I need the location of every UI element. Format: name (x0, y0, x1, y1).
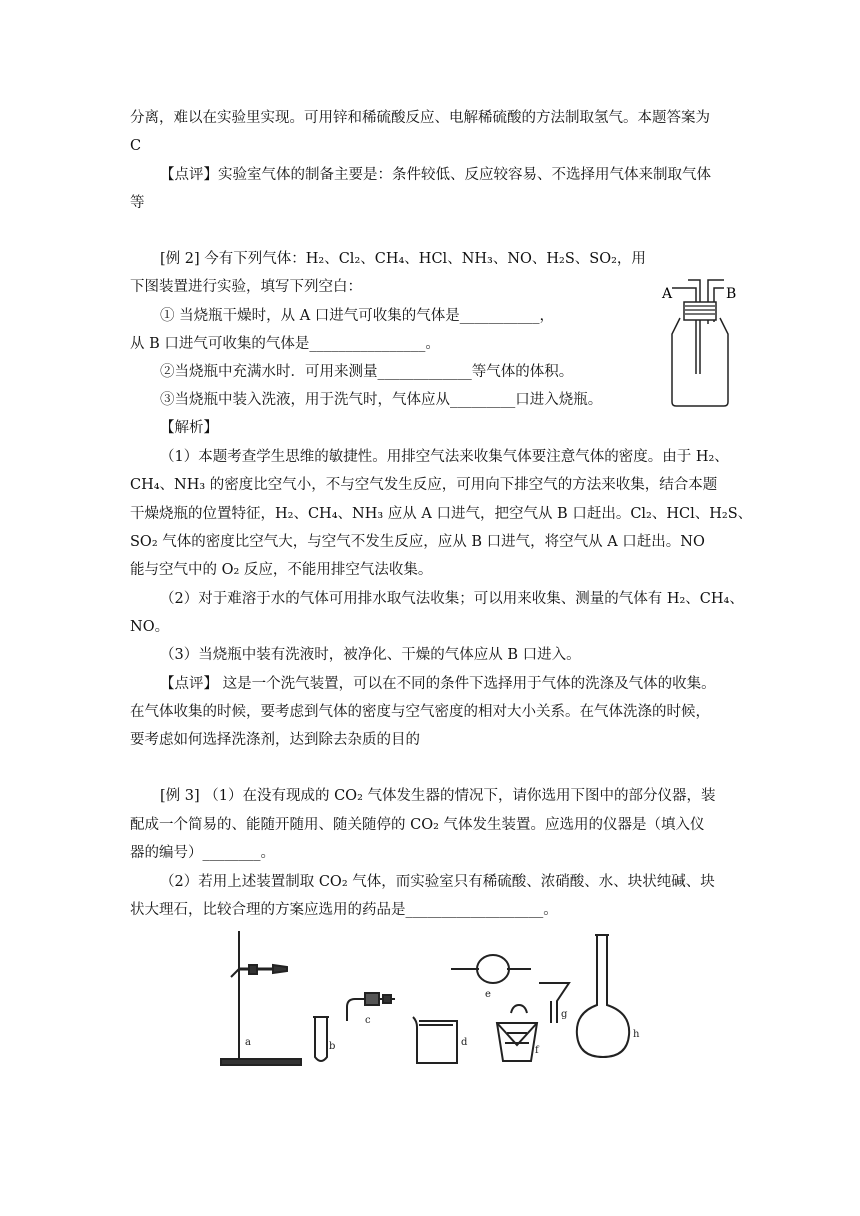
ex2-comment-line-3: 要考虑如何选择洗涤剂，达到除去杂质的目的 (130, 732, 420, 748)
intro-line-1: 分离，难以在实验里实现。可用锌和稀硫酸反应、电解稀硫酸的方法制取氢气。本题答案为 (130, 110, 710, 126)
comment-line-1: 【点评】实验室气体的制备主要是：条件较低、反应较容易、不选择用气体来制取气体 (160, 167, 711, 183)
label-d: d (461, 1037, 468, 1048)
label-g: g (561, 1009, 568, 1020)
analysis-3: （3）当烧瓶中装有洗液时，被净化、干燥的气体应从 B 口进入。 (160, 647, 581, 663)
apparatus-figure (215, 925, 655, 1070)
ex2-q3: ③当烧瓶中装入洗液，用于洗气时，气体应从_________口进入烧瓶。 (160, 392, 603, 408)
ex3-line-4: （2）若用上述装置制取 CO₂ 气体，而实验室只有稀硫酸、浓硝酸、水、块状纯碱、块 (160, 874, 715, 890)
drying-tube-e (451, 955, 531, 983)
ex3-line-2: 配成一个简易的、能随开随用、随关随停的 CO₂ 气体发生装置。应选用的仪器是（填入仪 (130, 817, 705, 833)
long-tube-left (672, 288, 696, 374)
ex2-q2: ②当烧瓶中充满水时．可用来测量_____________等气体的体积。 (160, 364, 574, 380)
analysis-2-line-2: NO。 (130, 619, 170, 635)
apparatus-f (497, 1005, 537, 1061)
ex2-q1-line-2: 从 B 口进气可收集的气体是________________。 (130, 336, 440, 352)
gas-bottle-diagram (658, 278, 740, 410)
ex2-question-line-2: 下图装置进行实验，填写下列空白： (130, 279, 362, 295)
comment-line-2: 等 (130, 195, 145, 211)
test-tube-b (313, 1017, 329, 1061)
analysis-2-line-1: （2）对于难溶于水的气体可用排水取气法收集；可以用来收集、测量的气体有 H₂、CH₄、 (160, 591, 744, 607)
label-b: b (329, 1041, 336, 1052)
long-tube-right (688, 280, 700, 374)
ex2-comment-line-2: 在气体收集的时候，要考虑到气体的密度与空气密度的相对大小关系。在气体洗涤的时候， (130, 704, 710, 720)
tube-with-clamp-c (347, 993, 395, 1021)
round-flask-h (577, 935, 629, 1057)
stopper (684, 302, 716, 320)
intro-line-2: C (130, 138, 142, 154)
analysis-1-line-4: SO₂ 气体的密度比空气大，与空气不发生反应，应从 B 口进气，将空气从 A 口赶出。NO (130, 534, 705, 550)
iron-stand-a (221, 931, 301, 1065)
label-c: c (365, 1015, 371, 1026)
beaker-d (413, 1017, 457, 1063)
analysis-1-line-5: 能与空气中的 O₂ 反应，不能用排空气法收集。 (130, 562, 433, 578)
ex3-line-3: 器的编号）________。 (130, 845, 275, 861)
label-f: f (535, 1045, 539, 1056)
label-h: h (633, 1029, 640, 1040)
ex2-question-line-1: [例 2] 今有下列气体：H₂、Cl₂、CH₄、HCl、NH₃、NO、H₂S、SO₂，用 (160, 251, 646, 267)
ex3-line-1: [例 3] （1）在没有现成的 CO₂ 气体发生器的情况下，请你选用下图中的部分仪器，装 (160, 788, 716, 804)
analysis-title: 【解析】 (160, 420, 218, 436)
analysis-1-line-2: CH₄、NH₃ 的密度比空气小，不与空气发生反应，可用向下排空气的方法来收集，结合本题 (130, 477, 718, 493)
port-label-b: B (726, 286, 737, 302)
port-label-a: A (662, 286, 673, 302)
label-a: a (245, 1037, 251, 1048)
analysis-1-line-1: （1）本题考查学生思维的敏捷性。用排空气法来收集气体要注意气体的密度。由于 H₂、 (160, 449, 729, 465)
label-e: e (485, 989, 491, 1000)
ex3-line-5: 状大理石，比较合理的方案应选用的药品是___________________。 (130, 902, 558, 918)
analysis-1-line-3: 干燥烧瓶的位置特征，H₂、CH₄、NH₃ 应从 A 口进气，把空气从 B 口赶出。Cl₂、HCl、H₂S、 (130, 506, 753, 522)
ex2-comment-line-1: 【点评】 这是一个洗气装置，可以在不同的条件下选择用于气体的洗涤及气体的收集。 (160, 676, 716, 692)
ex2-q1-line-1: ① 当烧瓶干燥时，从 A 口进气可收集的气体是___________， (160, 308, 555, 324)
